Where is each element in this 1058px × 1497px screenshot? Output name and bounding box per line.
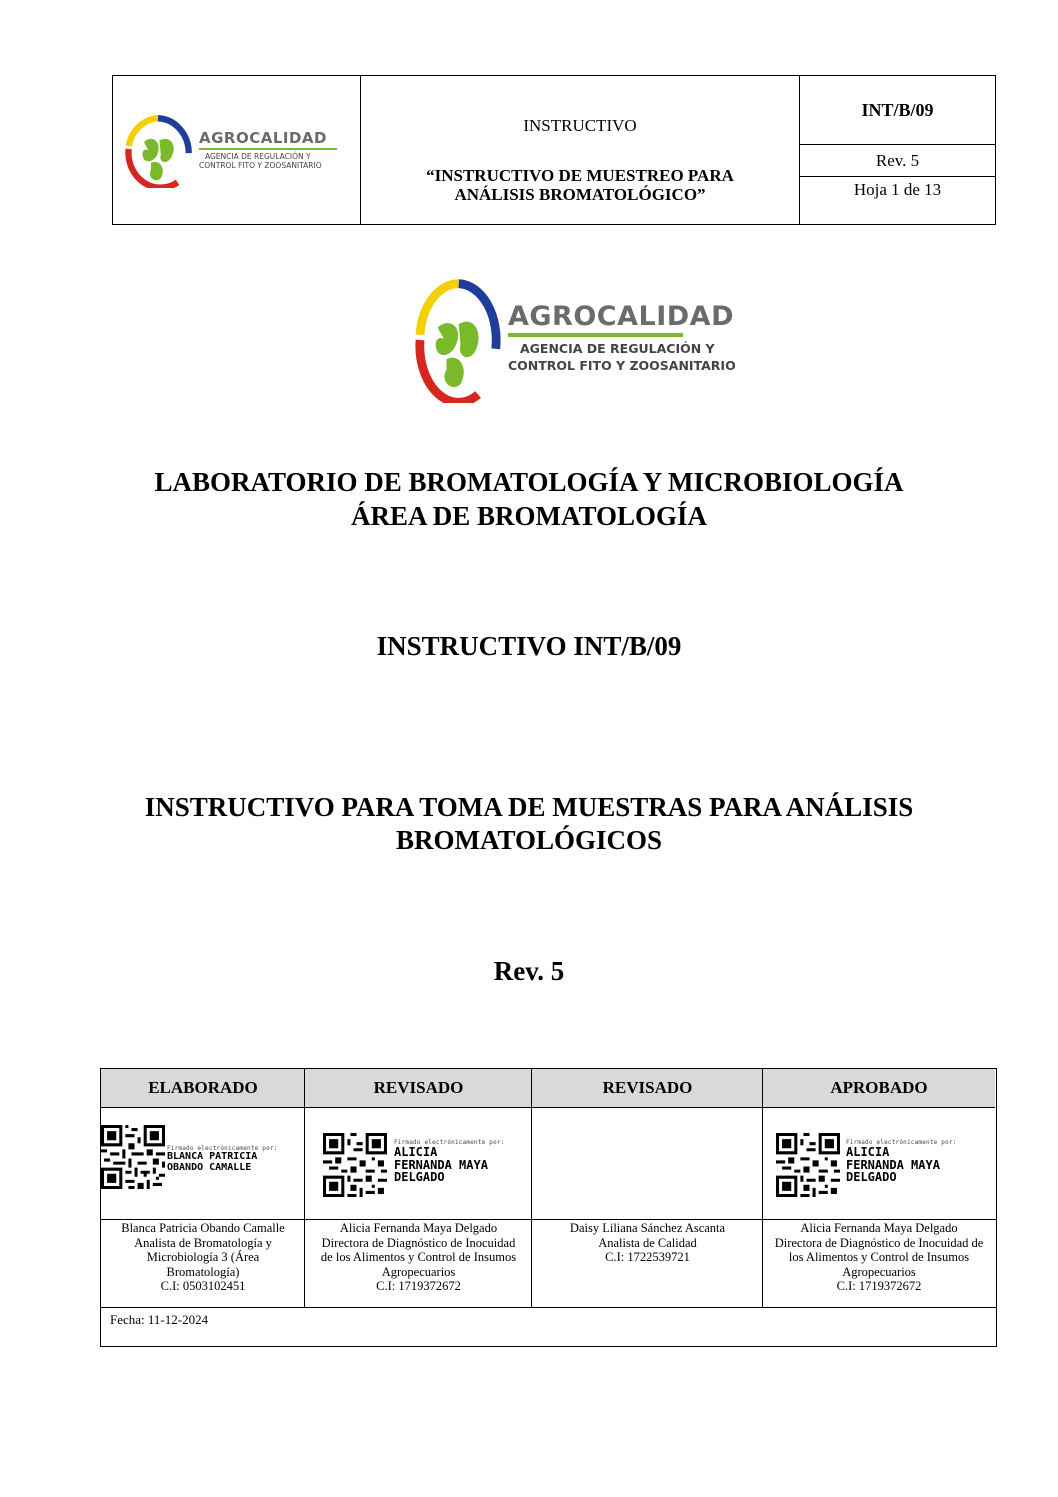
document-sheet: Hoja 1 de 13 — [853, 180, 942, 199]
signer-details-elaborado — [101, 1221, 305, 1294]
signer-line: C.I: 0503102451 — [160, 1279, 246, 1293]
signed-name-line3: DELGADO — [394, 1170, 445, 1185]
signed-name-line1: BLANCA PATRICIA — [167, 1151, 258, 1162]
main-title-line1: INSTRUCTIVO PARA TOMA DE MUESTRAS PARA ANÁLISIS — [144, 792, 914, 822]
document-title-line1: “INSTRUCTIVO DE MUESTREO PARA — [426, 166, 734, 185]
signer-line: de los Alimentos y Control de Insumos — [320, 1250, 517, 1264]
signed-name-line2: OBANDO CAMALLE — [167, 1161, 252, 1173]
signer-line: C.I: 1722539721 — [605, 1250, 690, 1264]
signer-line: Blanca Patricia Obando Camalle — [121, 1221, 285, 1235]
logo-brand-large: AGROCALIDAD — [508, 301, 734, 332]
header-revisado-2: REVISADO — [532, 1069, 763, 1108]
electronic-signature-revisado — [394, 1139, 505, 1184]
signer-line: Alicia Fernanda Maya Delgado — [339, 1221, 498, 1235]
logo-brand: AGROCALIDAD — [199, 129, 327, 147]
logo-text-small — [199, 129, 337, 170]
row-divider — [101, 1219, 996, 1220]
logo-agency-line1-large: AGENCIA DE REGULACIÓN Y — [520, 341, 715, 356]
laboratory-line1: LABORATORIO DE BROMATOLOGÍA Y MICROBIOLOGÍA — [154, 467, 904, 497]
electronic-signature-aprobado — [846, 1139, 957, 1184]
signer-details-revisado-2 — [532, 1221, 763, 1265]
signer-details-revisado-1 — [305, 1221, 532, 1294]
logo-text-large — [508, 301, 736, 373]
signed-label: Firmado electrónicamente por: — [394, 1139, 505, 1146]
logo-underline — [199, 148, 337, 150]
qr-code-icon — [776, 1133, 840, 1197]
signed-name-line3: DELGADO — [846, 1170, 897, 1185]
signed-label: Firmado electrónicamente por: — [167, 1145, 278, 1152]
header-title-cell — [361, 76, 800, 224]
signer-line: Bromatología) — [166, 1264, 240, 1279]
signer-line: Agropecuarios — [842, 1264, 916, 1279]
signed-label: Firmado electrónicamente por: — [846, 1139, 957, 1146]
signer-line: Analista de Bromatología y — [134, 1235, 272, 1250]
header-elaborado: ELABORADO — [101, 1069, 305, 1108]
signer-line: los Alimentos y Control de Insumos — [788, 1250, 970, 1264]
signer-line: Agropecuarios — [381, 1264, 456, 1279]
document-code: INT/B/09 — [800, 76, 995, 145]
logo-agency-line2-large: CONTROL FITO Y ZOOSANITARIO — [508, 358, 736, 373]
main-title-line2: BROMATOLÓGICOS — [395, 825, 663, 855]
signed-name-line1: ALICIA — [394, 1145, 438, 1159]
header-revisado-1: REVISADO — [305, 1069, 532, 1108]
signer-line: C.I: 1719372672 — [376, 1279, 461, 1293]
logo-agency-line2: CONTROL FITO Y ZOOSANITARIO — [199, 161, 322, 170]
signer-line: Directora de Diagnóstico de Inocuidad de — [774, 1235, 984, 1250]
signer-line: Analista de Calidad — [598, 1235, 697, 1250]
signer-line: Alicia Fernanda Maya Delgado — [800, 1221, 958, 1235]
qr-code-icon — [101, 1125, 165, 1189]
signer-line: Directora de Diagnóstico de Inocuidad — [321, 1235, 516, 1250]
logo-underline-large — [508, 333, 683, 337]
signer-line: Daisy Liliana Sánchez Ascanta — [569, 1221, 726, 1235]
signed-name-line1: ALICIA — [846, 1145, 890, 1159]
signer-line: Microbiología 3 (Área — [146, 1250, 260, 1264]
agrocalidad-logo-large — [413, 277, 501, 403]
agrocalidad-logo-small — [123, 114, 193, 188]
document-title — [371, 166, 789, 204]
row-divider — [101, 1307, 996, 1308]
signer-line: C.I: 1719372672 — [836, 1279, 922, 1293]
main-title — [0, 791, 1058, 857]
qr-code-icon — [323, 1133, 387, 1197]
document-header-table — [112, 75, 996, 225]
header-logo-cell — [113, 76, 361, 224]
electronic-signature-elaborado — [167, 1145, 278, 1173]
document-title-line2: ANÁLISIS BROMATOLÓGICO” — [454, 185, 706, 204]
signed-name-line2: FERNANDA MAYA — [846, 1157, 940, 1172]
header-meta-cell — [800, 76, 995, 224]
header-aprobado: APROBADO — [763, 1069, 995, 1108]
document-revision: Rev. 5 — [800, 145, 995, 177]
laboratory-line2: ÁREA DE BROMATOLOGÍA — [350, 501, 708, 531]
signature-table — [100, 1068, 997, 1347]
logo-agency-line1: AGENCIA DE REGULACIÓN Y — [205, 152, 311, 161]
laboratory-heading — [0, 465, 1058, 533]
document-type: INSTRUCTIVO — [523, 116, 637, 135]
instructivo-code-heading: INSTRUCTIVO INT/B/09 — [376, 631, 682, 661]
signed-name-line2: FERNANDA MAYA — [394, 1157, 488, 1172]
signer-details-aprobado — [763, 1221, 995, 1294]
revision-heading: Rev. 5 — [493, 956, 565, 986]
document-date: Fecha: 11-12-2024 — [110, 1312, 209, 1327]
